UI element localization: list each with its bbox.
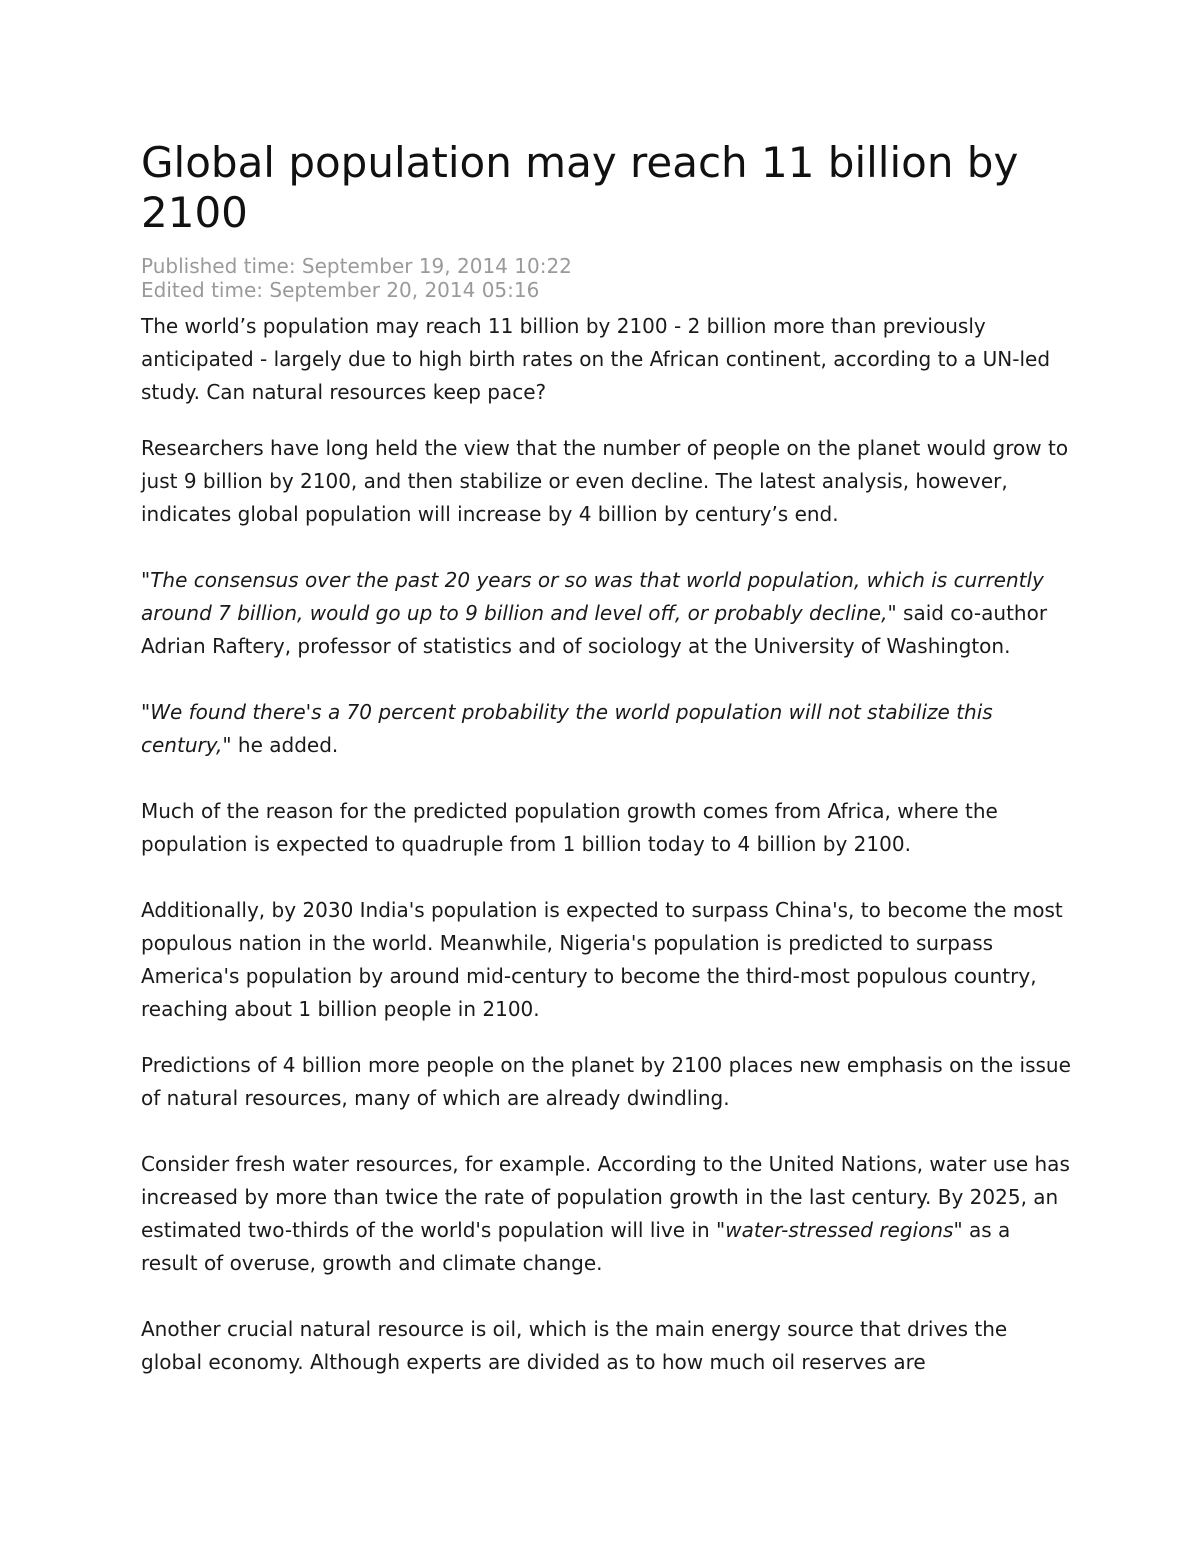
raftery-attribution: " said co-author Adrian Raftery, professor of statistics and of sociology at the University of Washington. (141, 601, 1048, 658)
quote-open-mark: " (141, 700, 151, 724)
paragraph-africa: Much of the reason for the predicted population growth comes from Africa, where the population is expected to quadruple from 1 billion today to 4 billion by 2100. (141, 799, 998, 856)
probability-attribution: " he added. (222, 733, 339, 757)
paragraph-intro: The world’s population may reach 11 billion by 2100 - 2 billion more than previously anticipated - largely due to high birth rates on the African continent, according to a UN-led study. Can natural resources keep pace? (141, 314, 1051, 404)
water-text-start: Consider fresh water resources, for example. According to the United Nations, water use has increased by more than twice the rate of population growth in the last century. By 2025, an estimated two-thirds of the world's population will live in " (141, 1152, 1070, 1242)
article-meta (141, 254, 1071, 302)
article (141, 138, 1071, 1379)
water-stressed-phrase: water-stressed regions (725, 1218, 954, 1242)
article-title: Global population may reach 11 billion by 2100 (141, 138, 1019, 237)
raftery-quote: The consensus over the past 20 years or so was that world population, which is currently around 7 billion, would go up to 9 billion and level off, or probably decline, (141, 568, 1044, 625)
quote-open-mark: " (141, 568, 151, 592)
paragraph-raftery-quote (141, 564, 1071, 663)
paragraph-oil: Another crucial natural resource is oil, which is the main energy source that drives the global economy. Although experts are divided as to how much oil reserves are (141, 1317, 1008, 1374)
paragraph-resources: Predictions of 4 billion more people on the planet by 2100 places new emphasis on the issue of natural resources, many of which are already dwindling. (141, 1053, 1071, 1110)
paragraph-water (141, 1148, 1071, 1280)
water-text-end: " as a result of overuse, growth and climate change. (141, 1218, 1011, 1275)
paragraph-india-nigeria: Additionally, by 2030 India's population is expected to surpass China's, to become the most populous nation in the world. Meanwhile, Nigeria's population is predicted to surpass America's population by around mid-century to become the third-most populous country, reaching about 1 billion people in 2100. (141, 898, 1063, 1021)
paragraph-researchers: Researchers have long held the view that the number of people on the planet would grow to just 9 billion by 2100, and then stabilize or even decline. The latest analysis, however, indicates global population will increase by 4 billion by century’s end. (141, 436, 1069, 526)
edited-time: Edited time: September 20, 2014 05:16 (141, 278, 540, 302)
published-time: Published time: September 19, 2014 10:22 (141, 254, 572, 278)
paragraph-probability-quote (141, 696, 1071, 762)
probability-quote: We found there's a 70 percent probability the world population will not stabilize this century, (141, 700, 993, 757)
